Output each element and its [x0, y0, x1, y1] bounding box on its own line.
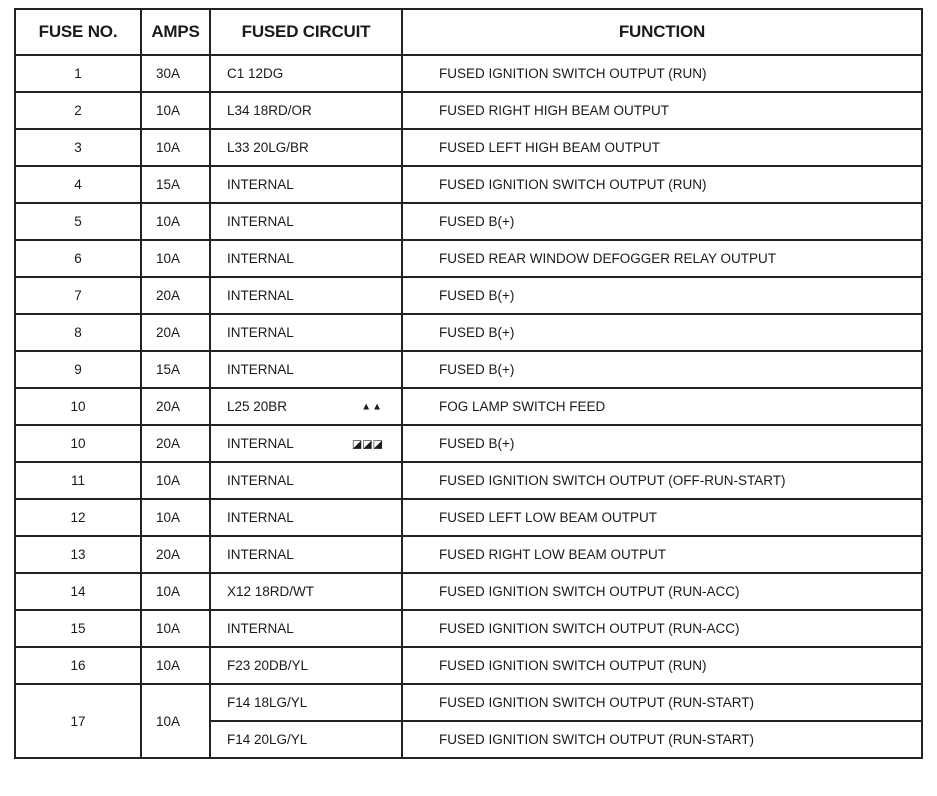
fused-circuit-label: INTERNAL	[227, 436, 294, 451]
fused-circuit-label: L25 20BR	[227, 399, 288, 414]
fuse-number: 12	[15, 499, 141, 536]
table-row	[15, 277, 922, 314]
fused-circuit: INTERNAL	[210, 240, 402, 277]
amps-value: 20A	[141, 277, 210, 314]
table-row	[15, 314, 922, 351]
table-row	[15, 55, 922, 92]
amps-value: 10A	[141, 647, 210, 684]
fuse-number: 14	[15, 573, 141, 610]
amps-value: 20A	[141, 425, 210, 462]
fused-circuit	[210, 425, 402, 462]
header-fused-circuit: FUSED CIRCUIT	[210, 9, 402, 55]
amps-value: 10A	[141, 573, 210, 610]
function-text: FUSED IGNITION SWITCH OUTPUT (OFF-RUN-START)	[402, 462, 922, 499]
amps-value: 10A	[141, 240, 210, 277]
function-text: FUSED B(+)	[402, 425, 922, 462]
fuse-number: 10	[15, 425, 141, 462]
fused-circuit: L34 18RD/OR	[210, 92, 402, 129]
function-text: FUSED IGNITION SWITCH OUTPUT (RUN)	[402, 647, 922, 684]
fused-circuit: INTERNAL	[210, 203, 402, 240]
amps-value: 30A	[141, 55, 210, 92]
function-text: FUSED RIGHT LOW BEAM OUTPUT	[402, 536, 922, 573]
fuse-number: 15	[15, 610, 141, 647]
header-amps: AMPS	[141, 9, 210, 55]
fuse-number: 1	[15, 55, 141, 92]
amps-value: 10A	[141, 129, 210, 166]
function-text: FUSED IGNITION SWITCH OUTPUT (RUN-START)	[402, 721, 922, 758]
fuse-number: 4	[15, 166, 141, 203]
fused-circuit: INTERNAL	[210, 499, 402, 536]
table-row	[15, 499, 922, 536]
header-function: FUNCTION	[402, 9, 922, 55]
table-row	[15, 240, 922, 277]
fuse-number: 10	[15, 388, 141, 425]
function-text: FUSED B(+)	[402, 351, 922, 388]
fuse-number: 5	[15, 203, 141, 240]
fused-circuit: X12 18RD/WT	[210, 573, 402, 610]
fused-circuit: INTERNAL	[210, 166, 402, 203]
table-row	[15, 425, 922, 462]
fused-circuit: INTERNAL	[210, 610, 402, 647]
amps-value: 10A	[141, 92, 210, 129]
fuse-table	[14, 8, 923, 759]
fuse-number: 2	[15, 92, 141, 129]
table-row	[15, 92, 922, 129]
table-row	[15, 684, 922, 721]
triangle-marker-icon: ▲▲	[361, 401, 383, 412]
table-row	[15, 647, 922, 684]
amps-value: 10A	[141, 203, 210, 240]
function-text: FOG LAMP SWITCH FEED	[402, 388, 922, 425]
amps-value: 10A	[141, 610, 210, 647]
function-text: FUSED LEFT LOW BEAM OUTPUT	[402, 499, 922, 536]
amps-value: 20A	[141, 388, 210, 425]
table-row	[15, 129, 922, 166]
fuse-table-container	[14, 8, 923, 759]
fused-circuit: INTERNAL	[210, 351, 402, 388]
function-text: FUSED LEFT HIGH BEAM OUTPUT	[402, 129, 922, 166]
fuse-number: 9	[15, 351, 141, 388]
fused-circuit: INTERNAL	[210, 277, 402, 314]
fuse-number: 8	[15, 314, 141, 351]
fused-circuit: F23 20DB/YL	[210, 647, 402, 684]
fused-circuit: C1 12DG	[210, 55, 402, 92]
amps-value: 15A	[141, 166, 210, 203]
amps-value: 20A	[141, 314, 210, 351]
fused-circuit: L33 20LG/BR	[210, 129, 402, 166]
function-text: FUSED IGNITION SWITCH OUTPUT (RUN-ACC)	[402, 610, 922, 647]
function-text: FUSED B(+)	[402, 203, 922, 240]
amps-value: 10A	[141, 462, 210, 499]
amps-value: 10A	[141, 499, 210, 536]
function-text: FUSED B(+)	[402, 314, 922, 351]
amps-value: 20A	[141, 536, 210, 573]
table-row	[15, 536, 922, 573]
fused-circuit	[210, 388, 402, 425]
table-row	[15, 203, 922, 240]
function-text: FUSED IGNITION SWITCH OUTPUT (RUN-START)	[402, 684, 922, 721]
amps-value: 15A	[141, 351, 210, 388]
function-text: FUSED IGNITION SWITCH OUTPUT (RUN)	[402, 55, 922, 92]
square-marker-icon: ◪◪◪	[351, 438, 383, 450]
table-row	[15, 610, 922, 647]
fused-circuit: F14 20LG/YL	[210, 721, 402, 758]
function-text: FUSED IGNITION SWITCH OUTPUT (RUN)	[402, 166, 922, 203]
fuse-number: 3	[15, 129, 141, 166]
amps-value: 10A	[141, 684, 210, 758]
fuse-number: 6	[15, 240, 141, 277]
function-text: FUSED REAR WINDOW DEFOGGER RELAY OUTPUT	[402, 240, 922, 277]
fused-circuit: INTERNAL	[210, 314, 402, 351]
table-row	[15, 462, 922, 499]
fuse-number: 16	[15, 647, 141, 684]
table-row	[15, 573, 922, 610]
table-row	[15, 166, 922, 203]
table-row	[15, 351, 922, 388]
function-text: FUSED RIGHT HIGH BEAM OUTPUT	[402, 92, 922, 129]
function-text: FUSED IGNITION SWITCH OUTPUT (RUN-ACC)	[402, 573, 922, 610]
function-text: FUSED B(+)	[402, 277, 922, 314]
fuse-table-body	[15, 55, 922, 758]
fused-circuit: F14 18LG/YL	[210, 684, 402, 721]
table-row	[15, 388, 922, 425]
fuse-number: 7	[15, 277, 141, 314]
fused-circuit: INTERNAL	[210, 462, 402, 499]
fuse-number: 13	[15, 536, 141, 573]
fuse-number: 11	[15, 462, 141, 499]
header-fuse-no: FUSE NO.	[15, 9, 141, 55]
header-row	[15, 9, 922, 55]
fuse-number: 17	[15, 684, 141, 758]
fused-circuit: INTERNAL	[210, 536, 402, 573]
